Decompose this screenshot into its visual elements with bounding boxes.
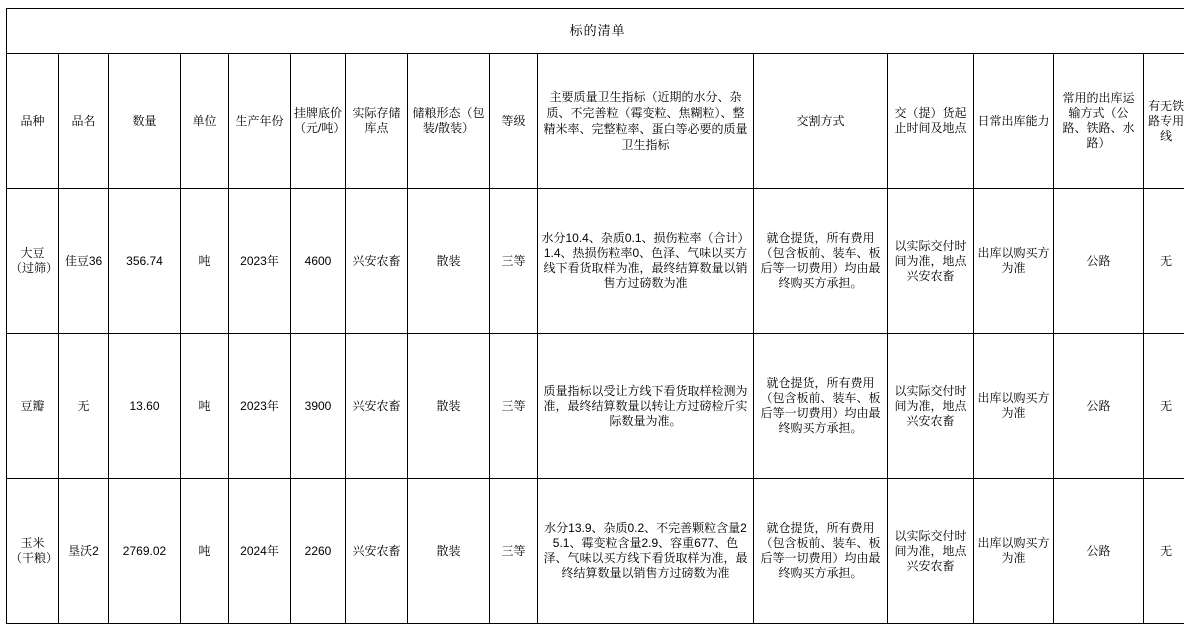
cell-transport: 公路 xyxy=(1054,189,1144,334)
cell-year: 2023年 xyxy=(229,334,291,479)
cell-grade: 三等 xyxy=(490,189,538,334)
cell-grade: 三等 xyxy=(490,334,538,479)
table-row xyxy=(7,334,1184,479)
cell-delivery-time-place: 以实际交付时间为准，地点兴安农畜 xyxy=(888,334,974,479)
cell-quality: 质量指标以受让方线下看货取样检测为准，最终结算数量以转让方过磅检斤实际数量为准。 xyxy=(538,334,754,479)
column-header-storage-form: 储粮形态（包装/散装） xyxy=(408,54,490,189)
cell-price: 2260 xyxy=(291,479,346,624)
cell-storage-form: 散装 xyxy=(408,479,490,624)
cell-rail-line: 无 xyxy=(1144,479,1184,624)
cell-outbound-capacity: 出库以购买方为准 xyxy=(974,479,1054,624)
column-header-rail-line: 有无铁路专用线 xyxy=(1144,54,1184,189)
cell-year: 2023年 xyxy=(229,189,291,334)
column-header-product-name: 品名 xyxy=(59,54,109,189)
cell-transport: 公路 xyxy=(1054,334,1144,479)
column-header-outbound-capacity: 日常出库能力 xyxy=(974,54,1054,189)
cell-quality: 水分10.4、杂质0.1、损伤粒率（合计）1.4、热损伤粒率0、色泽、气味以买方线下看货取样为准，最终结算数量以销售方过磅数为准 xyxy=(538,189,754,334)
document-title: 标的清单 xyxy=(7,9,1184,54)
cell-storage-form: 散装 xyxy=(408,189,490,334)
cell-quantity: 13.60 xyxy=(109,334,181,479)
column-header-unit: 单位 xyxy=(181,54,229,189)
title-row xyxy=(7,9,1184,54)
cell-price: 4600 xyxy=(291,189,346,334)
cell-delivery-method: 就仓提货，所有费用（包含板前、装车、板后等一切费用）均由最终购买方承担。 xyxy=(754,189,888,334)
table-row xyxy=(7,479,1184,624)
cell-price: 3900 xyxy=(291,334,346,479)
cell-outbound-capacity: 出库以购买方为准 xyxy=(974,334,1054,479)
cell-variety: 大豆（过筛） xyxy=(7,189,59,334)
cell-product-name: 无 xyxy=(59,334,109,479)
cell-product-name: 佳豆36 xyxy=(59,189,109,334)
column-header-year: 生产年份 xyxy=(229,54,291,189)
cell-delivery-method: 就仓提货，所有费用（包含板前、装车、板后等一切费用）均由最终购买方承担。 xyxy=(754,334,888,479)
cell-quality: 水分13.9、杂质0.2、不完善颗粒含量25.1、霉变粒含量2.9、容重677、色泽、气味以买方线下看货取样为准，最终结算数量以销售方过磅数为准 xyxy=(538,479,754,624)
cell-grade: 三等 xyxy=(490,479,538,624)
cell-warehouse: 兴安农畜 xyxy=(346,334,408,479)
column-header-quantity: 数量 xyxy=(109,54,181,189)
cell-year: 2024年 xyxy=(229,479,291,624)
cell-variety: 豆瓣 xyxy=(7,334,59,479)
column-header-warehouse: 实际存储库点 xyxy=(346,54,408,189)
cell-outbound-capacity: 出库以购买方为准 xyxy=(974,189,1054,334)
cell-delivery-time-place: 以实际交付时间为准，地点兴安农畜 xyxy=(888,479,974,624)
cell-transport: 公路 xyxy=(1054,479,1144,624)
cell-quantity: 356.74 xyxy=(109,189,181,334)
cell-unit: 吨 xyxy=(181,334,229,479)
column-header-delivery-method: 交割方式 xyxy=(754,54,888,189)
listing-table xyxy=(6,8,1184,624)
column-header-price: 挂牌底价（元/吨） xyxy=(291,54,346,189)
column-header-transport: 常用的出库运输方式（公路、铁路、水路） xyxy=(1054,54,1144,189)
cell-variety: 玉米（干粮） xyxy=(7,479,59,624)
column-header-grade: 等级 xyxy=(490,54,538,189)
cell-product-name: 垦沃2 xyxy=(59,479,109,624)
cell-rail-line: 无 xyxy=(1144,334,1184,479)
cell-rail-line: 无 xyxy=(1144,189,1184,334)
cell-storage-form: 散装 xyxy=(408,334,490,479)
column-header-quality: 主要质量卫生指标（近期的水分、杂质、不完善粒（霉变粒、焦糊粒）、整精米率、完整粒率、蛋白等必要的质量卫生指标 xyxy=(538,54,754,189)
cell-warehouse: 兴安农畜 xyxy=(346,189,408,334)
cell-quantity: 2769.02 xyxy=(109,479,181,624)
table-row xyxy=(7,189,1184,334)
cell-delivery-time-place: 以实际交付时间为准，地点兴安农畜 xyxy=(888,189,974,334)
header-row xyxy=(7,54,1184,189)
cell-unit: 吨 xyxy=(181,479,229,624)
cell-unit: 吨 xyxy=(181,189,229,334)
column-header-delivery-time-place: 交（提）货起止时间及地点 xyxy=(888,54,974,189)
cell-warehouse: 兴安农畜 xyxy=(346,479,408,624)
column-header-variety: 品种 xyxy=(7,54,59,189)
cell-delivery-method: 就仓提货，所有费用（包含板前、装车、板后等一切费用）均由最终购买方承担。 xyxy=(754,479,888,624)
